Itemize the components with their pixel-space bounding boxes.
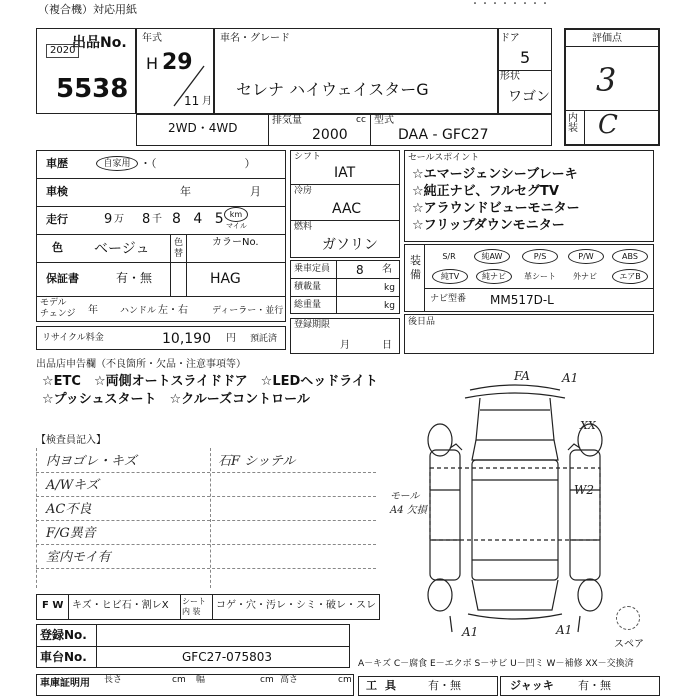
dim-3: cm	[260, 675, 274, 685]
inspector-note-3: F/G異音	[46, 526, 96, 541]
carname-label: 車名・グレード	[220, 33, 290, 44]
gross-label: 総重量	[294, 300, 322, 310]
handle-label: ハンドル	[120, 306, 157, 316]
jack-label: ジャッキ	[510, 679, 554, 692]
top-strip: ・・・・・・・・	[470, 0, 550, 10]
tools-value: 有・無	[428, 679, 461, 692]
mileage-unit: km	[224, 207, 248, 222]
equip-leather: 革シート	[524, 272, 556, 281]
equip-label: 装備	[410, 254, 421, 281]
il3	[36, 520, 376, 521]
inspection-month: 月	[250, 185, 261, 198]
cert-label: 車庫証明用	[40, 678, 90, 689]
cap-l1	[290, 278, 400, 279]
disp-value: 2000	[312, 127, 348, 143]
model-change-sub: チェンジ	[40, 309, 76, 319]
inspection-label: 車検	[46, 185, 68, 198]
dim-1: cm	[172, 675, 186, 685]
color-div2	[186, 234, 187, 296]
mileage-digits: 8 4 5	[172, 211, 228, 227]
color-div	[170, 234, 171, 296]
equip-extnavi: 外ナビ	[573, 272, 597, 281]
row2-div1	[268, 114, 269, 146]
warranty-value: 有・無	[116, 271, 153, 285]
reg-day: 日	[382, 340, 392, 351]
inspector-lines	[36, 448, 376, 588]
disp-label: 排気量	[272, 115, 302, 126]
sales-label: セールスポイント	[408, 153, 480, 163]
fw-sheet-text: コゲ・穴・汚レ・シミ・破レ・スレ	[216, 600, 376, 611]
inspector-note-1: A/Wキズ	[46, 478, 99, 493]
remarks-line1: ☆ETC ☆両側オートスライドドア ☆LEDヘッドライト	[42, 374, 378, 389]
interior-label: 内装	[568, 113, 578, 134]
equip-tv: 純TV	[432, 269, 468, 284]
sales-item-1: ☆純正ナビ、フルセグTV	[412, 184, 559, 199]
fw-sheet-label: シート 内 装	[182, 597, 206, 616]
mileage-man-unit: 万	[114, 214, 124, 225]
dim-4: 高さ	[280, 675, 299, 685]
lot-label: 出品No.	[72, 35, 127, 51]
navi-model: MM517D-L	[490, 293, 554, 307]
modelcode-value: DAA - GFC27	[398, 127, 489, 143]
equip-aw-prefix: 純	[481, 252, 490, 261]
lt-line5	[36, 296, 286, 297]
score-divider	[564, 46, 660, 47]
fw-d2	[180, 594, 181, 620]
lt-line1	[36, 178, 286, 179]
history-label: 車歴	[46, 157, 68, 170]
chassis-value: GFC27-075803	[182, 650, 272, 664]
remarks-line2: ☆プッシュスタート ☆クルーズコントロール	[42, 392, 310, 407]
colorcode-value: HAG	[210, 271, 241, 287]
equip-aw-label: AW	[489, 252, 503, 261]
year-label: 年式	[142, 33, 162, 44]
fw-label: F W	[42, 600, 64, 611]
inspector-note-2: AC不良	[46, 502, 92, 517]
colorcode-label: カラーNo.	[212, 237, 259, 248]
lot-stamp: 2020	[46, 44, 79, 58]
sales-item-3: ☆フリップダウンモニター	[412, 218, 565, 233]
modelcode-label: 型式	[374, 115, 394, 126]
handle-value: 左・右	[158, 305, 188, 316]
jack-value: 有・無	[578, 679, 611, 692]
dmg-rr: XX	[580, 419, 596, 432]
dmg-rear-l: A1	[462, 625, 479, 639]
recycle-label: リサイクル料金	[42, 333, 104, 343]
dmg-rear-r: A1	[556, 623, 573, 637]
fuel-value: ガソリン	[322, 237, 378, 253]
reg-label: 登録期限	[294, 320, 331, 330]
sales-item-2: ☆アラウンドビューモニター	[412, 201, 580, 216]
interior-value: C	[598, 110, 618, 140]
il2	[36, 496, 376, 497]
tools-label: 工具	[366, 679, 404, 692]
equip-navi: 純ナビ	[476, 269, 512, 284]
equip-aw	[474, 249, 510, 264]
mt-l1	[290, 184, 400, 185]
equip-ps: P/S	[522, 249, 558, 264]
inspector-note-right: 石F シッテル	[218, 454, 296, 469]
bodytype-label: 形状	[500, 71, 520, 82]
score-value: 3	[596, 61, 617, 99]
history-value: 自家用	[96, 156, 138, 171]
navi-label: ナビ型番	[430, 294, 467, 304]
spare-label: スペア	[614, 639, 644, 650]
fw-d1	[68, 594, 69, 620]
history-suffix: ・（ ）	[140, 157, 256, 170]
regno-v	[96, 624, 97, 668]
shift-value: IAT	[334, 165, 356, 181]
fw-d3	[212, 594, 213, 620]
lot-number: 5538	[56, 74, 129, 104]
equip-line	[424, 288, 654, 289]
fuel-label: 燃料	[294, 222, 313, 232]
carname-value: セレナ ハイウェイスターG	[236, 80, 429, 99]
score-label: 評価点	[592, 33, 622, 44]
inspector-label: 【検査員記入】	[36, 435, 106, 446]
capacity-value: 8	[356, 263, 364, 277]
il5	[36, 568, 376, 569]
mileage-sen: 8	[142, 212, 151, 227]
reg-unit: 月	[340, 340, 350, 351]
model-change-label: モデル	[40, 298, 67, 308]
spare-icon	[616, 606, 640, 630]
equip-abs: ABS	[612, 249, 648, 264]
capacity-unit: 名	[382, 264, 392, 275]
cap-l2	[290, 296, 400, 297]
year-era: H	[146, 54, 159, 73]
il4	[36, 544, 376, 545]
dim-0: 長さ	[104, 675, 123, 685]
fw-text: キズ・ヒビ石・割レX	[72, 600, 169, 611]
il-v	[210, 448, 211, 588]
remarks-label: 出品店申告欄（不良箇所・欠品・注意事項等）	[36, 359, 246, 370]
color-value: ベージュ	[94, 241, 150, 257]
inspection-year: 年	[180, 185, 191, 198]
row2-div2	[370, 114, 371, 146]
dmg-side-l: モール A4 欠損	[390, 491, 427, 516]
lt-line2	[36, 206, 286, 207]
mileage-man: 9	[104, 212, 113, 227]
year-month: 11	[184, 94, 200, 108]
mileage-label: 走行	[46, 213, 68, 226]
year-value: 29	[162, 50, 193, 75]
dim-2: 幅	[196, 675, 206, 685]
recycle-value: 10,190	[162, 331, 211, 347]
dmg-front2: A1	[562, 371, 579, 385]
score-divider3	[584, 110, 585, 146]
color-label: 色	[52, 241, 63, 254]
capacity-label: 乗車定員	[294, 264, 331, 274]
load-unit: kg	[384, 283, 395, 293]
mileage-alt-unit: マイル	[226, 222, 247, 230]
equip-sr: S/R	[442, 252, 456, 261]
sales-item-0: ☆エマージェンシーブレーキ	[412, 167, 578, 182]
aircon-label: 冷房	[294, 186, 313, 196]
shift-label: シフト	[294, 152, 322, 162]
regno-label: 登録No.	[40, 628, 87, 642]
lt-line4	[36, 262, 286, 263]
chassis-label: 車台No.	[40, 650, 87, 664]
dealer-label: ディーラー・並行	[212, 306, 284, 316]
inspector-note-4: 室内モイ有	[46, 550, 111, 565]
doors-label: ドア	[500, 33, 520, 44]
mt-l2	[290, 220, 400, 221]
lt-line3	[36, 234, 286, 235]
dmg-front: FA	[514, 369, 530, 383]
cap-v	[336, 260, 337, 314]
yr-unit: 年	[88, 305, 98, 316]
after-box	[404, 314, 654, 354]
gross-unit: kg	[384, 301, 395, 311]
aircon-value: AAC	[332, 201, 362, 217]
damage-legend: A－キズ C－腐食 E－エクボ S－サビ U－凹ミ W－補修 XX－交換済	[358, 659, 634, 669]
mileage-sen-unit: 千	[152, 214, 162, 225]
dim-5: cm	[338, 675, 352, 685]
year-month-unit: 月	[202, 96, 212, 107]
equip-pw: P/W	[568, 249, 604, 264]
recycle-unit: 円	[226, 333, 236, 344]
car-diagram	[410, 370, 620, 640]
warranty-label: 保証書	[46, 272, 79, 285]
equip-airbag: エアB	[612, 269, 648, 284]
load-label: 積載量	[294, 282, 322, 292]
disp-unit: cc	[356, 115, 366, 125]
color-change: 色替	[174, 238, 184, 259]
recycle-note: 預託済	[250, 334, 278, 344]
after-label: 後日品	[408, 317, 436, 327]
copy-note: （複合機）対応用紙	[38, 3, 137, 16]
drive-options: 2WD・4WD	[168, 121, 238, 135]
equip-div	[424, 244, 425, 312]
bodytype-value: ワゴン	[508, 89, 550, 105]
dmg-side-r: W2	[574, 483, 594, 497]
inspector-note-0: 内ヨゴレ・キズ	[46, 454, 137, 469]
doors-value: 5	[520, 48, 531, 67]
il1	[36, 472, 376, 473]
regno-l	[36, 646, 350, 647]
